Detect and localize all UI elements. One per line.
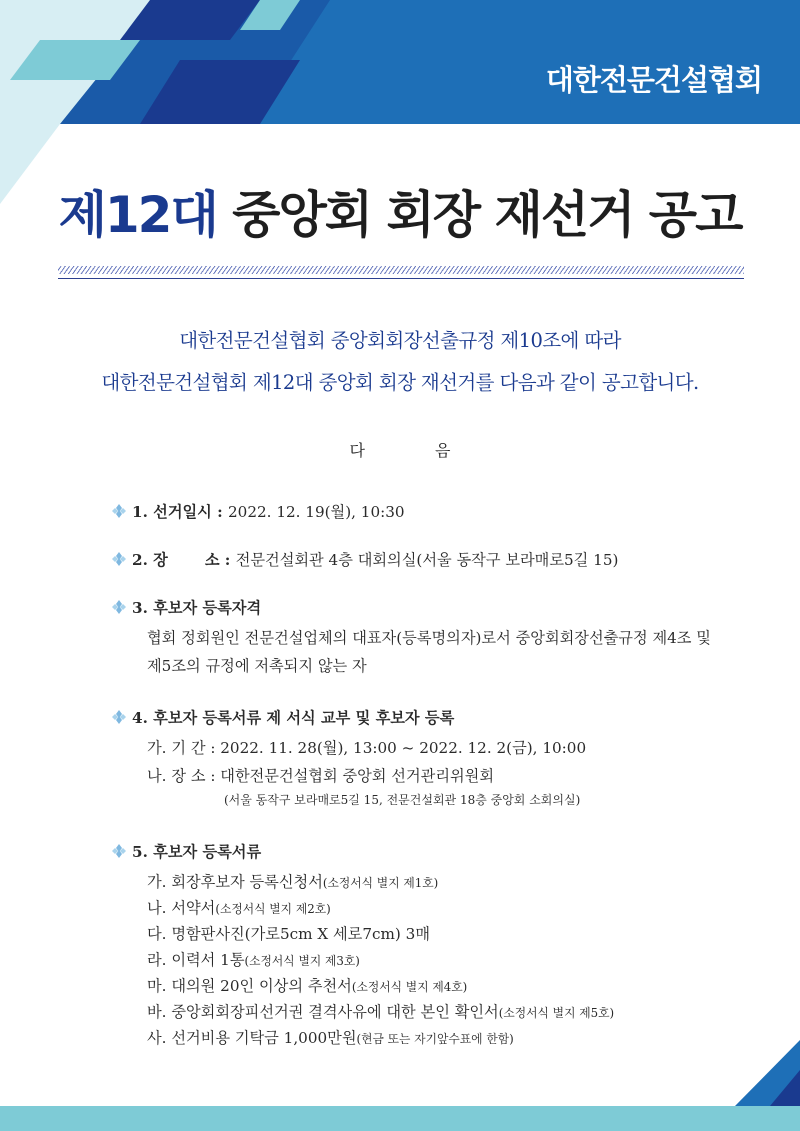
title-accent: 제12대 bbox=[58, 186, 217, 244]
list-item: 바. 중앙회회장피선거권 결격사유에 대한 본인 확인서(소정서식 별지 제5호) bbox=[147, 1003, 615, 1021]
section-4-place: 나. 장 소 : 대한전문건설협회 중앙회 선거관리위원회 bbox=[147, 767, 495, 785]
da-eum-right: 음 bbox=[435, 441, 451, 460]
intro-text bbox=[0, 320, 800, 404]
section-1 bbox=[112, 500, 752, 524]
section-1-value: 2022. 12. 19(월), 10:30 bbox=[228, 503, 405, 521]
section-3-body-2: 제5조의 규정에 저촉되지 않는 자 bbox=[147, 657, 367, 675]
section-3-body-1: 협회 정회원인 전문건설업체의 대표자(등록명의자)로서 중앙회회장선출규정 제4조 및 bbox=[147, 629, 711, 647]
list-item: 가. 회장후보자 등록신청서(소정서식 별지 제1호) bbox=[147, 873, 439, 891]
divider-line bbox=[58, 278, 744, 279]
diamond-bullet-icon bbox=[112, 552, 126, 566]
footer-banner bbox=[0, 1040, 800, 1131]
section-4 bbox=[112, 706, 752, 812]
section-2-value: 전문건설회관 4층 대회의실(서울 동작구 보라매로5길 15) bbox=[235, 551, 619, 569]
intro-line-2: 대한전문건설협회 제12대 중앙회 회장 재선거를 다음과 같이 공고합니다. bbox=[101, 371, 699, 394]
section-5-label: 5. 후보자 등록서류 bbox=[132, 843, 262, 861]
diamond-bullet-icon bbox=[112, 844, 126, 858]
section-2-label: 2. 장 소 : bbox=[132, 551, 236, 569]
hatch-divider bbox=[58, 266, 744, 274]
document-list bbox=[112, 870, 752, 1050]
diamond-bullet-icon bbox=[112, 504, 126, 518]
section-3 bbox=[112, 596, 752, 678]
org-name: 대한전문건설협회 bbox=[545, 63, 762, 97]
list-item: 나. 서약서(소정서식 별지 제2호) bbox=[147, 899, 331, 917]
list-item: 마. 대의원 20인 이상의 추천서(소정서식 별지 제4호) bbox=[147, 977, 468, 995]
title-rest: 중앙회 회장 재선거 공고 bbox=[216, 186, 742, 244]
da-eum-heading bbox=[0, 438, 800, 461]
section-1-label: 1. 선거일시 : bbox=[132, 503, 229, 521]
page-title bbox=[0, 180, 800, 250]
section-4-place-note: (서울 동작구 보라매로5길 15, 전문건설회관 18층 중앙회 소회의실) bbox=[224, 793, 581, 807]
list-item: 라. 이력서 1통(소정서식 별지 제3호) bbox=[147, 951, 360, 969]
section-3-label: 3. 후보자 등록자격 bbox=[132, 599, 262, 617]
diamond-bullet-icon bbox=[112, 600, 126, 614]
section-4-period: 가. 기 간 : 2022. 11. 28(월), 13:00 ~ 2022. 12. 2(금), 10:00 bbox=[147, 739, 587, 757]
list-item: 사. 선거비용 기탁금 1,000만원(현금 또는 자기앞수표에 한함) bbox=[147, 1029, 514, 1047]
section-2 bbox=[112, 548, 752, 572]
list-item: 다. 명함판사진(가로5cm X 세로7cm) 3매 bbox=[147, 925, 430, 943]
section-4-label: 4. 후보자 등록서류 제 서식 교부 및 후보자 등록 bbox=[132, 709, 455, 727]
da-eum-left: 다 bbox=[349, 441, 365, 460]
section-5 bbox=[112, 840, 752, 1050]
intro-line-1: 대한전문건설협회 중앙회회장선출규정 제10조에 따라 bbox=[179, 329, 621, 352]
diamond-bullet-icon bbox=[112, 710, 126, 724]
